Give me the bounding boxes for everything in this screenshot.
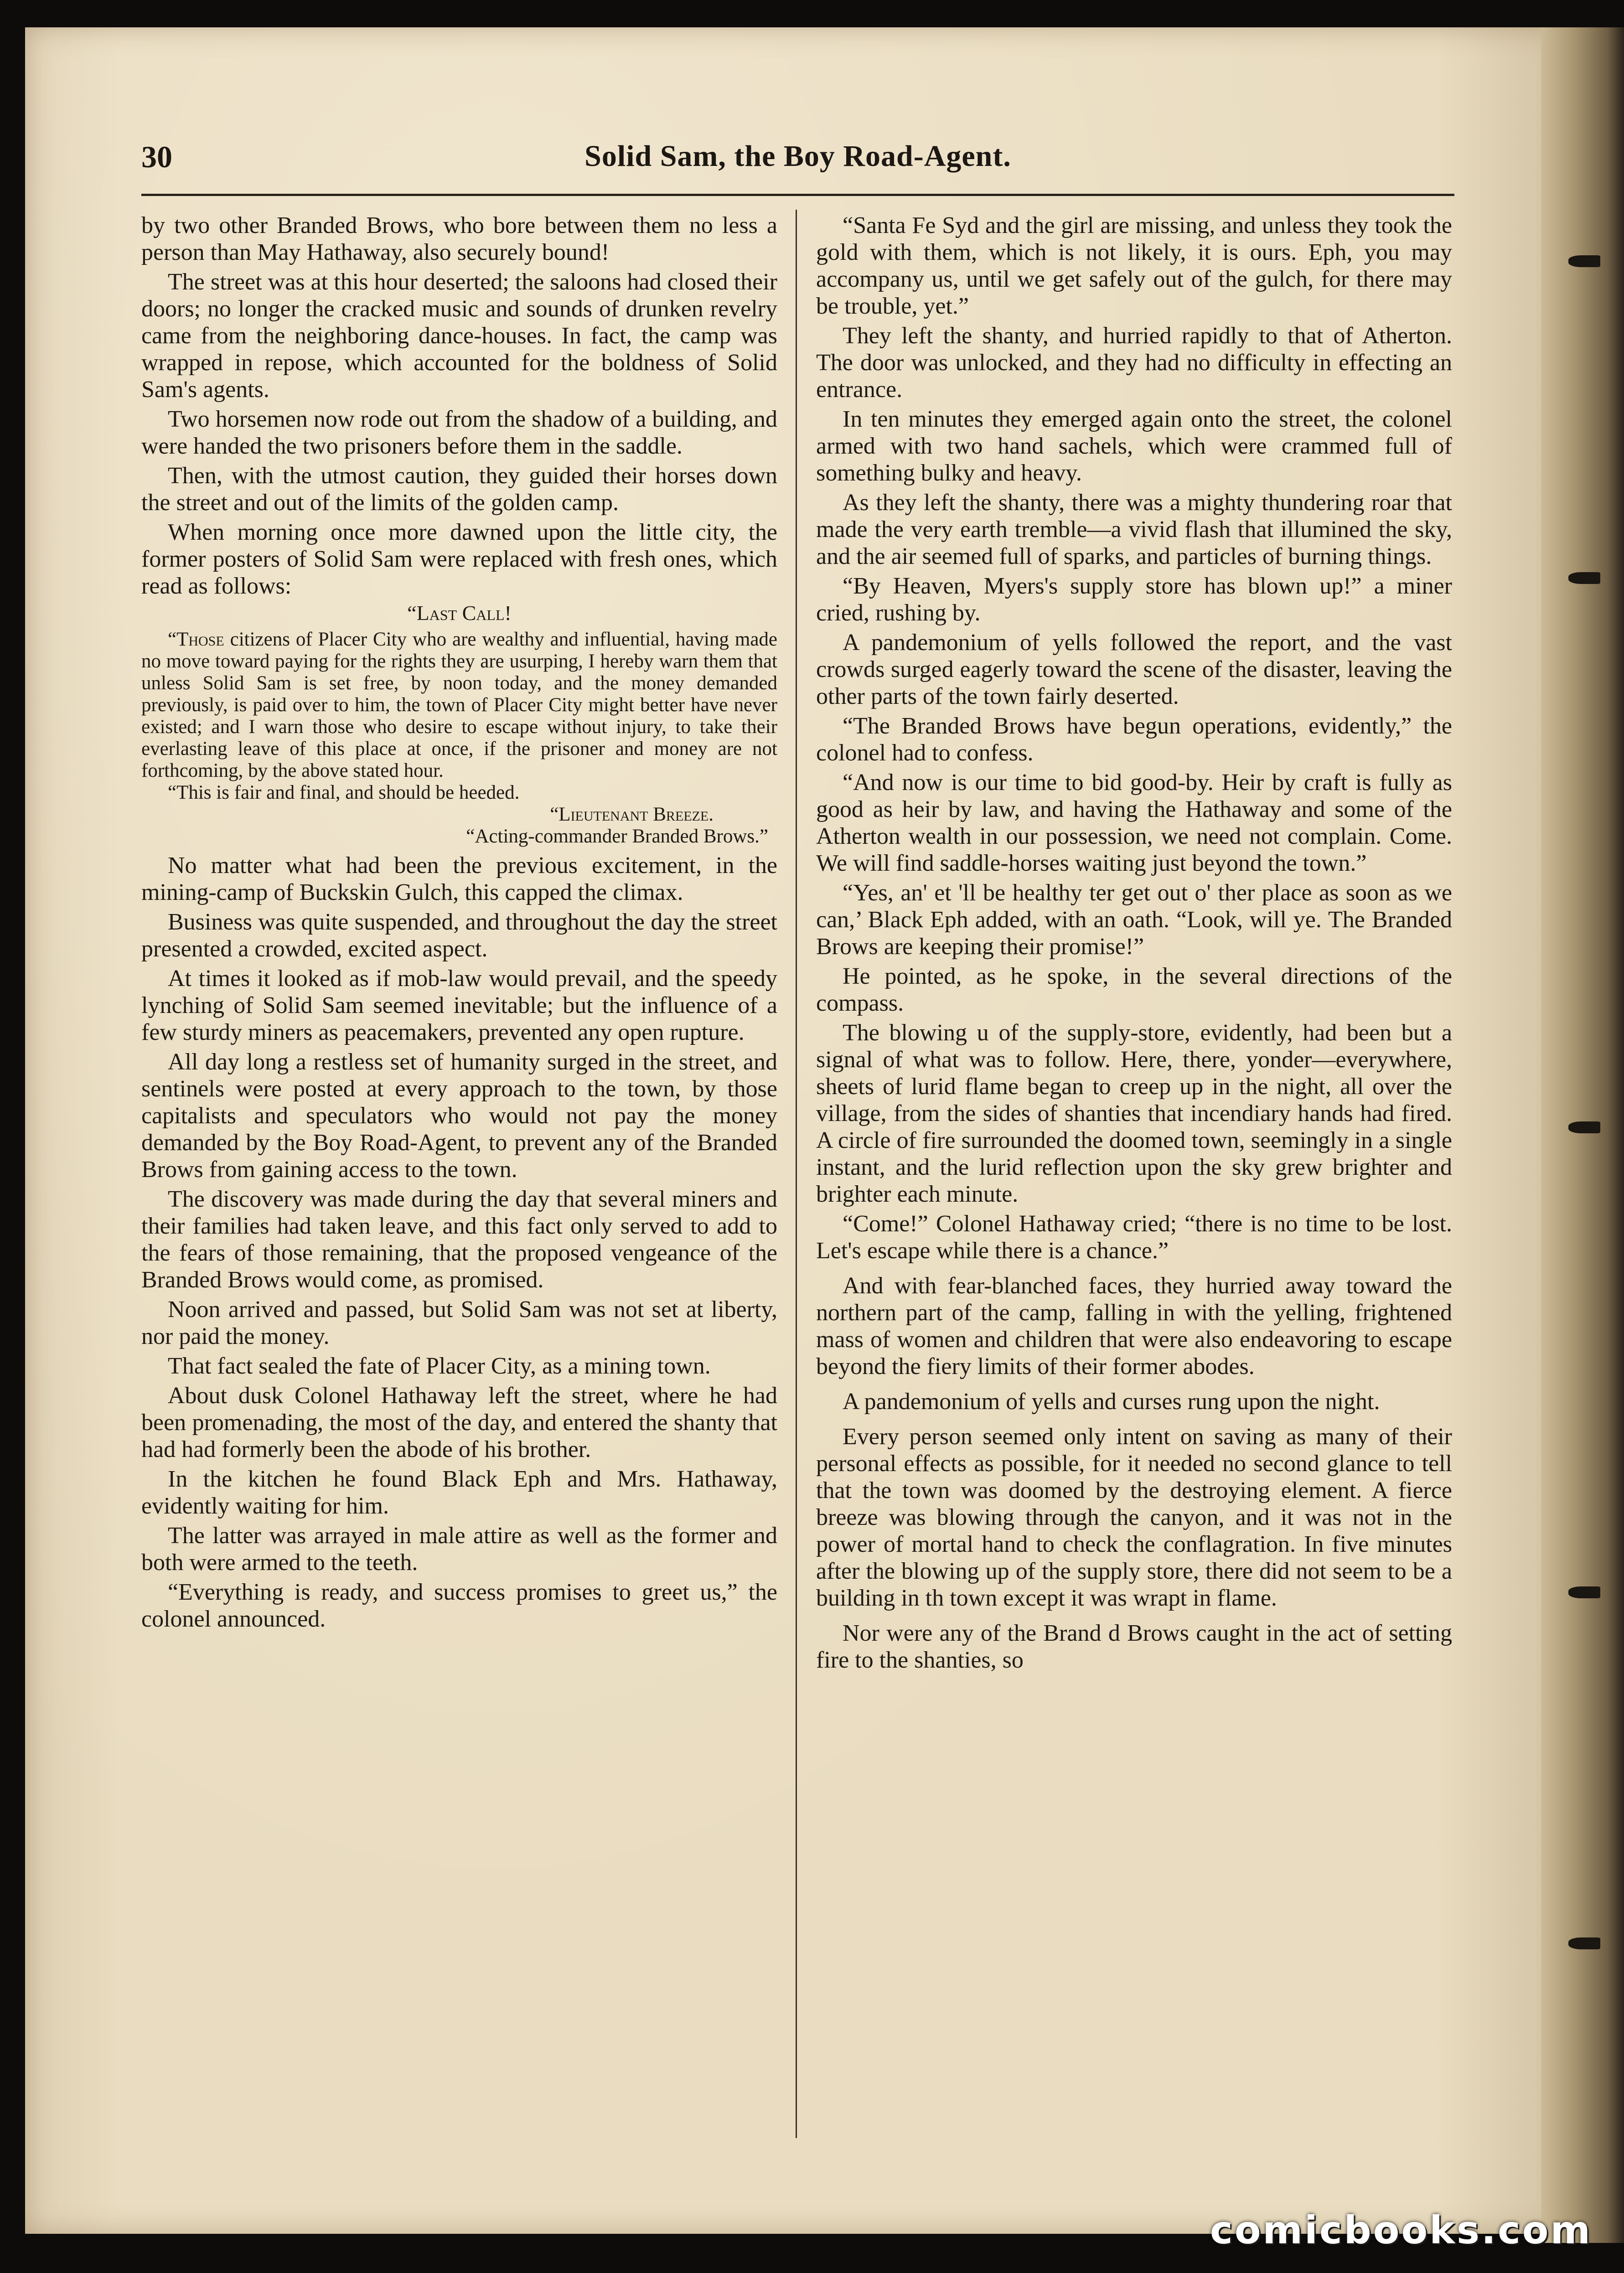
- watermark: comicbooks.com: [1210, 2208, 1592, 2252]
- paragraph: “Santa Fe Syd and the girl are missing, and unless they took the gold with them, which is not likely, it is ours. Eph, you may accompany us, until we get safely out of the gulch, for there may be trouble, yet.”: [816, 212, 1452, 319]
- paragraph: “Everything is ready, and success promises to greet us,” the colonel announced.: [141, 1579, 777, 1632]
- paragraph: “By Heaven, Myers's supply store has blown up!” a miner cried, rushing by.: [816, 573, 1452, 626]
- paragraph: Two horsemen now rode out from the shadow of a building, and were handed the two prisoners before them in the saddle.: [141, 406, 777, 459]
- notice-final: “This is fair and final, and should be heeded.: [168, 782, 520, 803]
- paragraph: They left the shanty, and hurried rapidly to that of Atherton. The door was unlocked, and they had no difficulty in effecting an entrance.: [816, 323, 1452, 403]
- page-header: [141, 139, 1454, 180]
- paragraph: The blowing u of the supply-store, evidently, had been but a signal of what was to follow. Here, there, yonder—everywhere, sheets of lurid flame began to creep up in the night, all over the village, from the sides of shanties that incendiary hands had fired. A circle of fire surrounded the doomed town, seemingly in a single instant, and the lurid reflection upon the sky grew brighter and brighter each minute.: [816, 1020, 1452, 1207]
- paragraph: The latter was arrayed in male attire as well as the former and both were armed to the teeth.: [141, 1523, 777, 1576]
- notice-signature-title: “Acting-commander Branded Brows.”: [466, 826, 768, 847]
- notice-title: “Last Call!: [407, 601, 512, 625]
- paragraph: All day long a restless set of humanity surged in the street, and sentinels were posted at every approach to the town, by those capitalists and speculators who would not pay the money demanded by the Boy Road-Agent, to prevent any of the Branded Brows from gaining access to the town.: [141, 1049, 777, 1183]
- paragraph: A pandemonium of yells and curses rung upon the night.: [843, 1389, 1380, 1415]
- notice-signature-name: “Lieutenant Breeze.: [550, 804, 714, 825]
- notice-poster: [141, 602, 777, 847]
- notice-body-paragraph: [141, 629, 777, 782]
- paragraph: About dusk Colonel Hathaway left the street, where he had been promenading, the most of the day, and entered the shanty that had had formerly been the abode of his brother.: [141, 1383, 777, 1462]
- notice-lead: “Those: [168, 629, 224, 650]
- paragraph: At times it looked as if mob-law would prevail, and the speedy lynching of Solid Sam seemed inevitable; but the influence of a few sturdy miners as peacemakers, prevented any open rupture.: [141, 966, 777, 1045]
- right-column: [816, 212, 1452, 2149]
- paragraph: That fact sealed the fate of Placer City, as a mining town.: [168, 1353, 711, 1379]
- paragraph: “The Branded Brows have begun operations, evidently,” the colonel had to confess.: [816, 713, 1452, 766]
- binding-stitch: [1568, 1121, 1600, 1133]
- paragraph: A pandemonium of yells followed the report, and the vast crowds surged eagerly toward the scene of the disaster, leaving the other parts of the town fairly deserted.: [816, 630, 1452, 709]
- binding-stitch: [1568, 572, 1600, 584]
- paragraph: He pointed, as he spoke, in the several directions of the compass.: [816, 963, 1452, 1016]
- page-edge: [1541, 27, 1624, 2243]
- binding-stitch: [1568, 1586, 1600, 1598]
- page-number: 30: [141, 139, 172, 174]
- paragraph: In ten minutes they emerged again onto the street, the colonel armed with two hand sachels, which were crammed full of something bulky and heavy.: [816, 406, 1452, 486]
- paragraph: “Come!” Colonel Hathaway cried; “there is no time to be lost. Let's escape while there is a chance.”: [816, 1211, 1452, 1264]
- binding-stitch: [1568, 1937, 1600, 1949]
- paragraph: “And now is our time to bid good-by. Heir by craft is fully as good as heir by law, and having the Hathaway and some of the Atherton wealth in our possession, we need not complain. Come. We will find saddle-horses waiting just beyond the town.”: [816, 770, 1452, 876]
- paragraph: The discovery was made during the day that several miners and their families had taken leave, and this fact only served to add to the fears of those remaining, that the proposed vengeance of the Branded Brows would come, as promised.: [141, 1186, 777, 1293]
- binding-stitch: [1568, 255, 1600, 267]
- paragraph: Business was quite suspended, and throughout the day the street presented a crowded, excited aspect.: [141, 909, 777, 962]
- paragraph: Noon arrived and passed, but Solid Sam was not set at liberty, nor paid the money.: [141, 1297, 777, 1349]
- header-rule: [141, 194, 1454, 196]
- paragraph: When morning once more dawned upon the little city, the former posters of Solid Sam were replaced with fresh ones, which read as follows:: [141, 519, 777, 599]
- paragraph: And with fear-blanched faces, they hurried away toward the northern part of the camp, falling in with the yelling, frightened mass of women and children that were also endeavoring to escape beyond the fiery limits of their former abodes.: [816, 1273, 1452, 1379]
- paragraph: “Yes, an' et 'll be healthy ter get out o' ther place as soon as we can,’ Black Eph added, with an oath. “Look, will ye. The Branded Brows are keeping their promise!”: [816, 880, 1452, 960]
- paragraph: No matter what had been the previous excitement, in the mining-camp of Buckskin Gulch, this capped the climax.: [141, 852, 777, 905]
- paragraph: by two other Branded Brows, who bore between them no less a person than May Hathaway, also securely bound!: [141, 212, 777, 265]
- column-divider: [796, 210, 797, 2138]
- running-title: Solid Sam, the Boy Road-Agent.: [584, 139, 1011, 173]
- paragraph: In the kitchen he found Black Eph and Mrs. Hathaway, evidently waiting for him.: [141, 1466, 777, 1519]
- left-column: [141, 212, 777, 2149]
- notice-body: citizens of Placer City who are wealthy and influential, having made no move toward paying for the rights they are usurping, I hereby warn them that unless Solid Sam is set free, by noon today, and the money demanded previously, is paid over to him, the town of Placer City might better have never existed; and I warn those who desire to escape without injury, to take their everlasting leave of this place at once, if the prisoner and money are not forthcoming, by the above stated hour.: [141, 629, 777, 781]
- paragraph: Every person seemed only intent on saving as many of their personal effects as possible, for it needed no second glance to tell that the town was doomed by the destroying element. A fierce breeze was blowing through the canyon, and it was not in the power of mortal hand to check the conflagration. In five minutes after the blowing up of the supply store, there did not seem to be a building in th town except it was wrapt in flame.: [816, 1424, 1452, 1611]
- paragraph: Nor were any of the Brand d Brows caught in the act of setting fire to the shanties, so: [816, 1620, 1452, 1673]
- paragraph: As they left the shanty, there was a mighty thundering roar that made the very earth tremble—a vivid flash that illumined the sky, and the air seemed full of sparks, and particles of burning things.: [816, 490, 1452, 569]
- paragraph: Then, with the utmost caution, they guided their horses down the street and out of the limits of the golden camp.: [141, 463, 777, 516]
- paragraph: The street was at this hour deserted; the saloons had closed their doors; no longer the cracked music and sounds of drunken revelry came from the neighboring dance-houses. In fact, the camp was wrapped in repose, which accounted for the boldness of Solid Sam's agents.: [141, 269, 777, 403]
